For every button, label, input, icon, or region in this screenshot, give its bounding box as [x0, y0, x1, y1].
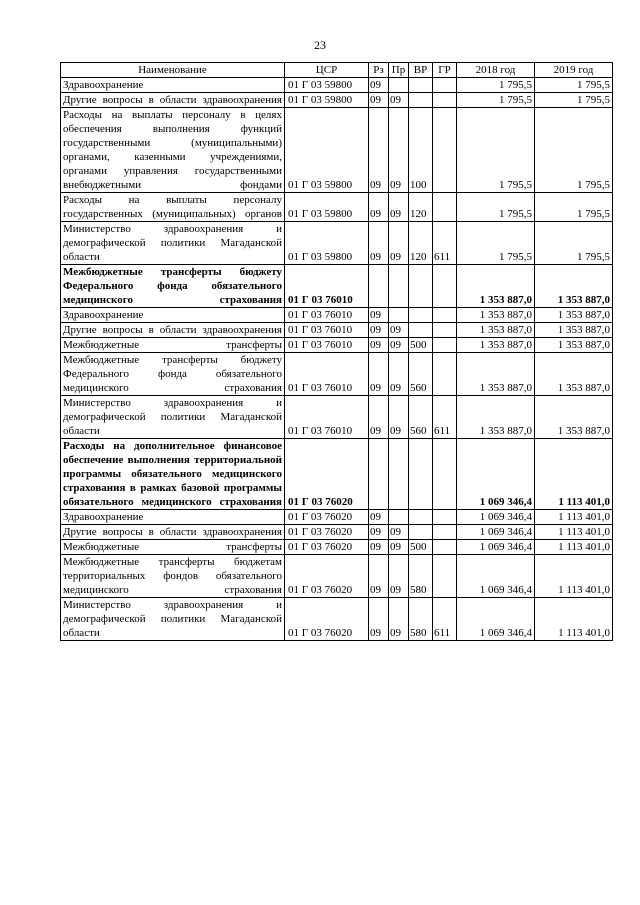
cell-2018: 1 069 346,4 — [457, 555, 535, 598]
cell-vr — [409, 93, 433, 108]
cell-name: Другие вопросы в области здравоохранения — [61, 525, 285, 540]
cell-pr: 09 — [389, 525, 409, 540]
cell-rz: 09 — [369, 308, 389, 323]
cell-vr — [409, 510, 433, 525]
cell-rz: 09 — [369, 78, 389, 93]
cell-name: Министерство здравоохранения и демографической политики Магаданской области — [61, 222, 285, 265]
header-row — [61, 63, 613, 78]
cell-pr: 09 — [389, 323, 409, 338]
cell-pr: 09 — [389, 108, 409, 193]
cell-pr: 09 — [389, 353, 409, 396]
cell-2019: 1 113 401,0 — [535, 598, 613, 641]
header-name: Наименование — [61, 63, 285, 78]
cell-name: Расходы на выплаты персоналу в целях обеспечения выполнения функций государственными (муниципальными) органами, казенными учреждениями, органами управления государственными внебюджетными фондами — [61, 108, 285, 193]
table-row — [61, 540, 613, 555]
cell-rz: 09 — [369, 353, 389, 396]
cell-pr: 09 — [389, 222, 409, 265]
cell-gr — [433, 439, 457, 510]
cell-2019: 1 795,5 — [535, 78, 613, 93]
table-row — [61, 265, 613, 308]
cell-name: Министерство здравоохранения и демографической политики Магаданской области — [61, 598, 285, 641]
cell-csr: 01 Г 03 76010 — [285, 338, 369, 353]
page-number: 23 — [314, 38, 326, 52]
cell-2018: 1 353 887,0 — [457, 353, 535, 396]
cell-2018: 1 795,5 — [457, 93, 535, 108]
cell-vr — [409, 439, 433, 510]
cell-vr: 100 — [409, 108, 433, 193]
header-2019: 2019 год — [535, 63, 613, 78]
cell-2018: 1 795,5 — [457, 108, 535, 193]
cell-csr: 01 Г 03 76010 — [285, 396, 369, 439]
cell-2019: 1 795,5 — [535, 222, 613, 265]
cell-name: Другие вопросы в области здравоохранения — [61, 323, 285, 338]
cell-gr — [433, 555, 457, 598]
cell-pr — [389, 308, 409, 323]
cell-gr — [433, 108, 457, 193]
cell-2019: 1 113 401,0 — [535, 510, 613, 525]
cell-2018: 1 353 887,0 — [457, 338, 535, 353]
cell-csr: 01 Г 03 76020 — [285, 540, 369, 555]
cell-csr: 01 Г 03 59800 — [285, 222, 369, 265]
cell-pr: 09 — [389, 396, 409, 439]
table-row — [61, 108, 613, 193]
cell-2019: 1 353 887,0 — [535, 396, 613, 439]
cell-vr — [409, 323, 433, 338]
table-row — [61, 555, 613, 598]
cell-rz: 09 — [369, 396, 389, 439]
cell-vr — [409, 525, 433, 540]
cell-gr — [433, 193, 457, 222]
cell-gr — [433, 510, 457, 525]
cell-name: Межбюджетные трансферты — [61, 540, 285, 555]
cell-csr: 01 Г 03 59800 — [285, 78, 369, 93]
cell-2018: 1 069 346,4 — [457, 510, 535, 525]
table-row — [61, 510, 613, 525]
table-row — [61, 193, 613, 222]
cell-2019: 1 353 887,0 — [535, 265, 613, 308]
cell-2019: 1 113 401,0 — [535, 439, 613, 510]
cell-vr — [409, 265, 433, 308]
cell-2019: 1 353 887,0 — [535, 308, 613, 323]
cell-csr: 01 Г 03 76020 — [285, 598, 369, 641]
cell-2019: 1 795,5 — [535, 193, 613, 222]
cell-name: Здравоохранение — [61, 308, 285, 323]
cell-pr — [389, 510, 409, 525]
cell-rz — [369, 439, 389, 510]
cell-name: Министерство здравоохранения и демографической политики Магаданской области — [61, 396, 285, 439]
cell-2019: 1 353 887,0 — [535, 323, 613, 338]
cell-pr: 09 — [389, 193, 409, 222]
cell-vr: 500 — [409, 338, 433, 353]
cell-vr: 580 — [409, 555, 433, 598]
cell-gr: 611 — [433, 396, 457, 439]
header-pr: Пр — [389, 63, 409, 78]
cell-2019: 1 795,5 — [535, 108, 613, 193]
cell-gr — [433, 265, 457, 308]
cell-2018: 1 795,5 — [457, 78, 535, 93]
cell-pr: 09 — [389, 540, 409, 555]
cell-rz: 09 — [369, 108, 389, 193]
table-row — [61, 353, 613, 396]
cell-2019: 1 113 401,0 — [535, 540, 613, 555]
cell-2018: 1 069 346,4 — [457, 439, 535, 510]
cell-pr: 09 — [389, 555, 409, 598]
cell-gr: 611 — [433, 222, 457, 265]
cell-pr — [389, 439, 409, 510]
cell-name: Расходы на дополнительное финансовое обеспечение выполнения территориальной программы обязательного медицинского страхования в рамках базовой программы обязательного медицинского страхования — [61, 439, 285, 510]
cell-rz: 09 — [369, 193, 389, 222]
cell-pr — [389, 78, 409, 93]
cell-vr: 120 — [409, 222, 433, 265]
cell-2019: 1 113 401,0 — [535, 525, 613, 540]
cell-gr: 611 — [433, 598, 457, 641]
cell-pr — [389, 265, 409, 308]
cell-2019: 1 795,5 — [535, 93, 613, 108]
header-vr: ВР — [409, 63, 433, 78]
cell-2019: 1 353 887,0 — [535, 353, 613, 396]
cell-rz: 09 — [369, 598, 389, 641]
cell-rz: 09 — [369, 93, 389, 108]
cell-name: Расходы на выплаты персоналу государственных (муниципальных) органов — [61, 193, 285, 222]
cell-vr: 560 — [409, 353, 433, 396]
cell-csr: 01 Г 03 76020 — [285, 525, 369, 540]
cell-csr: 01 Г 03 76010 — [285, 323, 369, 338]
cell-rz: 09 — [369, 525, 389, 540]
cell-2018: 1 353 887,0 — [457, 308, 535, 323]
cell-gr — [433, 540, 457, 555]
cell-name: Здравоохранение — [61, 78, 285, 93]
cell-csr: 01 Г 03 59800 — [285, 108, 369, 193]
header-2018: 2018 год — [457, 63, 535, 78]
cell-2019: 1 113 401,0 — [535, 555, 613, 598]
cell-rz: 09 — [369, 555, 389, 598]
header-csr: ЦСР — [285, 63, 369, 78]
cell-csr: 01 Г 03 59800 — [285, 193, 369, 222]
cell-csr: 01 Г 03 59800 — [285, 93, 369, 108]
cell-2019: 1 353 887,0 — [535, 338, 613, 353]
cell-2018: 1 353 887,0 — [457, 323, 535, 338]
cell-gr — [433, 93, 457, 108]
cell-name: Здравоохранение — [61, 510, 285, 525]
cell-2018: 1 069 346,4 — [457, 598, 535, 641]
cell-pr: 09 — [389, 338, 409, 353]
cell-name: Межбюджетные трансферты — [61, 338, 285, 353]
cell-gr — [433, 323, 457, 338]
cell-csr: 01 Г 03 76020 — [285, 439, 369, 510]
cell-gr — [433, 353, 457, 396]
budget-table — [60, 62, 613, 641]
cell-rz: 09 — [369, 540, 389, 555]
cell-vr: 580 — [409, 598, 433, 641]
table-row — [61, 323, 613, 338]
cell-name: Другие вопросы в области здравоохранения — [61, 93, 285, 108]
cell-vr — [409, 78, 433, 93]
cell-2018: 1 069 346,4 — [457, 540, 535, 555]
table-row — [61, 525, 613, 540]
cell-csr: 01 Г 03 76010 — [285, 353, 369, 396]
cell-vr: 560 — [409, 396, 433, 439]
header-rz: Рз — [369, 63, 389, 78]
table-row — [61, 222, 613, 265]
cell-rz: 09 — [369, 323, 389, 338]
cell-csr: 01 Г 03 76020 — [285, 555, 369, 598]
cell-gr — [433, 338, 457, 353]
cell-2018: 1 795,5 — [457, 222, 535, 265]
cell-gr — [433, 308, 457, 323]
cell-csr: 01 Г 03 76020 — [285, 510, 369, 525]
cell-name: Межбюджетные трансферты бюджету Федерального фонда обязательного медицинского страхования — [61, 353, 285, 396]
cell-csr: 01 Г 03 76010 — [285, 265, 369, 308]
cell-pr: 09 — [389, 598, 409, 641]
table-row — [61, 308, 613, 323]
table-row — [61, 598, 613, 641]
table-row — [61, 338, 613, 353]
table-row — [61, 93, 613, 108]
cell-name: Межбюджетные трансферты бюджетам территориальных фондов обязательного медицинского страхования — [61, 555, 285, 598]
header-gr: ГР — [433, 63, 457, 78]
cell-2018: 1 069 346,4 — [457, 525, 535, 540]
cell-name: Межбюджетные трансферты бюджету Федерального фонда обязательного медицинского страхования — [61, 265, 285, 308]
cell-2018: 1 353 887,0 — [457, 396, 535, 439]
cell-2018: 1 795,5 — [457, 193, 535, 222]
cell-csr: 01 Г 03 76010 — [285, 308, 369, 323]
cell-vr: 500 — [409, 540, 433, 555]
cell-rz: 09 — [369, 510, 389, 525]
cell-rz — [369, 265, 389, 308]
cell-pr: 09 — [389, 93, 409, 108]
cell-2018: 1 353 887,0 — [457, 265, 535, 308]
table-row — [61, 439, 613, 510]
cell-vr: 120 — [409, 193, 433, 222]
cell-vr — [409, 308, 433, 323]
cell-rz: 09 — [369, 338, 389, 353]
table-row — [61, 78, 613, 93]
cell-gr — [433, 78, 457, 93]
table-row — [61, 396, 613, 439]
cell-rz: 09 — [369, 222, 389, 265]
cell-gr — [433, 525, 457, 540]
